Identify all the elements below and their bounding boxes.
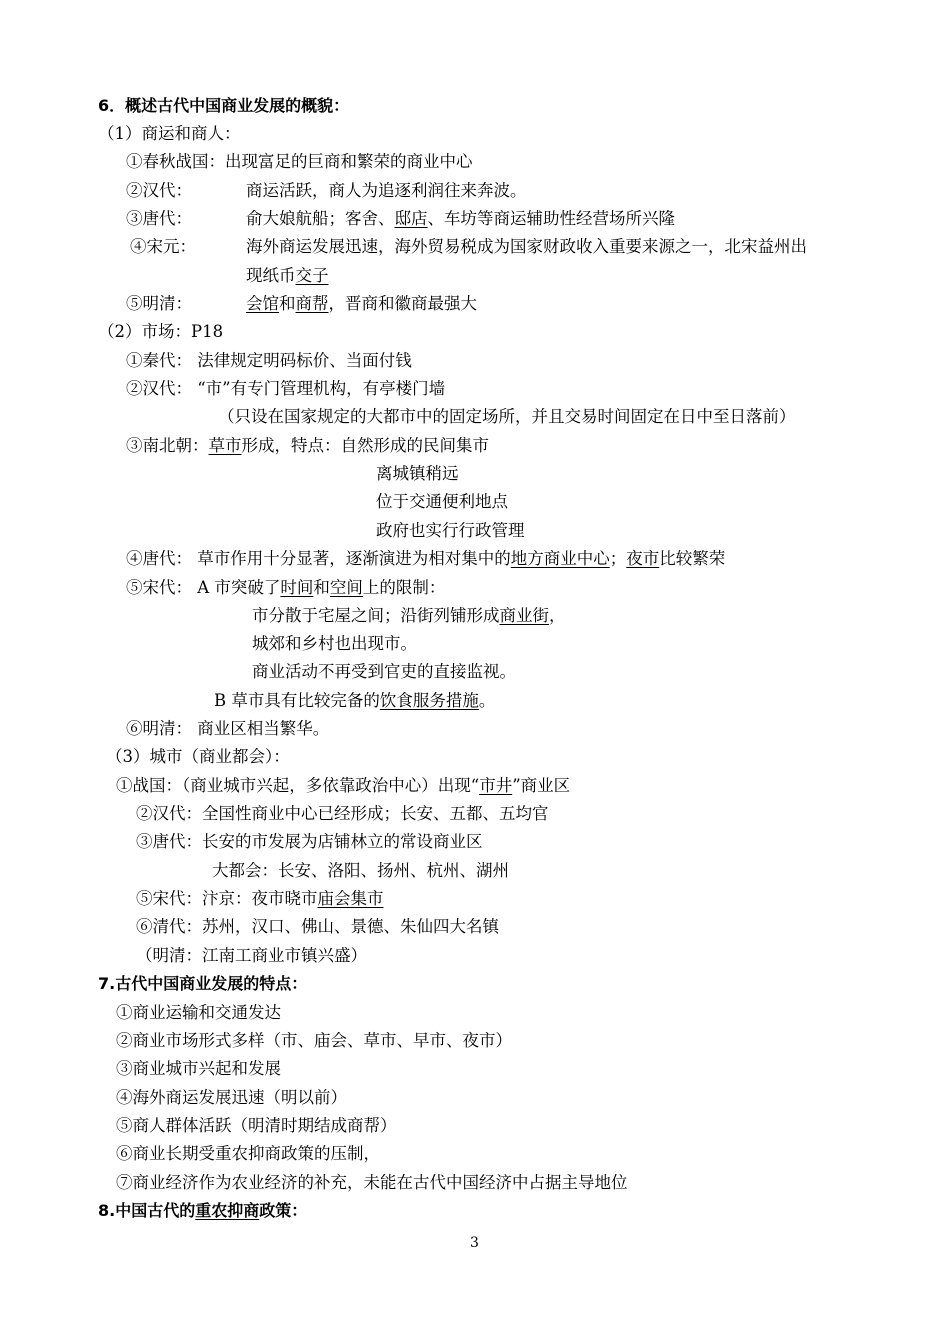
text-segment: 城郊和乡村也出现市。 (252, 634, 417, 653)
text-segment: ； (609, 549, 627, 568)
text-segment: ④海外商运发展迅速（明以前） (116, 1088, 347, 1107)
text-line (126, 151, 473, 173)
text-segment: 现纸币 (246, 266, 296, 285)
underlined-term: 交子 (295, 266, 329, 285)
text-segment: （1）商运和商人： (98, 124, 241, 143)
text-line (116, 775, 570, 797)
text-line (116, 1143, 380, 1165)
text-segment: 大都会：长安、洛阳、扬州、杭州、湖州 (212, 861, 509, 880)
text-segment: ⑥商业长期受重农抑商政策的压制， (116, 1144, 380, 1163)
text-segment: 政策： (259, 1201, 308, 1220)
text-segment: ， (549, 606, 566, 625)
text-segment: B 草市具有比较完备的 (214, 691, 380, 710)
text-line (116, 1002, 281, 1024)
text-line (126, 718, 329, 740)
text-line (136, 916, 499, 938)
text-segment: ②汉代： “市”有专门管理机构，有亭楼门墙 (126, 379, 446, 398)
section-heading (98, 95, 349, 117)
underlined-term: 会馆 (246, 294, 279, 313)
text-segment: 7.古代中国商业发展的特点： (98, 974, 308, 993)
page-number: 3 (470, 1235, 479, 1251)
text-segment: 商运活跃，商人为追逐利润往来奔波。 (246, 181, 527, 200)
text-segment: ⑤宋代：汴京：夜市晓市 (136, 889, 318, 908)
text-line (376, 491, 508, 513)
text-segment: 海外商运发展迅速，海外贸易税成为国家财政收入重要来源之一，北宋益州出 (246, 237, 807, 256)
text-line (252, 661, 516, 683)
text-line (212, 860, 509, 882)
underlined-term: 商业街 (499, 606, 549, 625)
text-line (126, 180, 192, 202)
text-line (116, 1172, 628, 1194)
text-line (246, 293, 477, 315)
text-line (126, 293, 192, 315)
section-heading (98, 1200, 307, 1222)
section-heading (98, 973, 307, 995)
text-line (116, 1058, 281, 1080)
text-segment: （只设在国家规定的大都市中的固定场所，并且交易时间固定在日中至日落前） (218, 407, 796, 426)
underlined-term: 邸店 (394, 209, 428, 228)
text-segment: （明清：江南工商业市镇兴盛） (136, 946, 367, 965)
text-segment: 位于交通便利地点 (376, 492, 508, 511)
text-line (136, 945, 367, 967)
text-segment: ⑦商业经济作为农业经济的补充，未能在古代中国经济中占据主导地位 (116, 1173, 628, 1192)
text-line (126, 435, 489, 457)
underlined-term: 空间 (329, 578, 363, 597)
underlined-term: 夜市 (626, 549, 660, 568)
text-line (376, 463, 459, 485)
text-segment: ②汉代： (126, 181, 192, 200)
text-segment: ⑥明清： 商业区相当繁华。 (126, 719, 330, 738)
text-segment: ⑤商人群体活跃（明清时期结成商帮） (116, 1116, 397, 1135)
text-segment: ①战国：（商业城市兴起，多依靠政治中心）出现“ (116, 776, 480, 795)
text-segment: 和 (313, 578, 330, 597)
text-line (252, 633, 417, 655)
underlined-term: 饮食服务措施 (379, 691, 479, 710)
text-line (126, 208, 192, 230)
text-line (252, 605, 566, 627)
text-line (106, 746, 290, 768)
underlined-term: 市井 (479, 776, 513, 795)
text-segment: ④宋元： (130, 237, 196, 256)
text-line (116, 1115, 397, 1137)
text-line (136, 831, 483, 853)
text-segment: ⑤宋代： A 市突破了 (126, 578, 281, 597)
text-line (246, 236, 807, 258)
text-segment: 形成，特点：自然形成的民间集市 (241, 436, 489, 455)
text-segment: （2）市场：P18 (98, 322, 224, 341)
text-line (126, 378, 445, 400)
text-line (246, 208, 675, 230)
underlined-term: 时间 (280, 578, 314, 597)
text-line (136, 888, 384, 910)
text-line (130, 236, 196, 258)
text-segment: ①春秋战国：出现富足的巨商和繁荣的商业中心 (126, 152, 473, 171)
text-segment: 比较繁荣 (659, 549, 726, 568)
text-line (218, 406, 796, 428)
text-segment: 政府也实行行政管理 (376, 521, 525, 540)
underlined-term: 庙会集市 (317, 889, 384, 908)
text-segment: ③唐代：长安的市发展为店铺林立的常设商业区 (136, 832, 483, 851)
text-segment: ⑤明清： (126, 294, 192, 313)
text-segment: ，晋商和徽商最强大 (328, 294, 477, 313)
text-segment: 离城镇稍远 (376, 464, 459, 483)
text-segment: 市分散于宅屋之间；沿街列铺形成 (252, 606, 500, 625)
text-segment: ③南北朝： (126, 436, 209, 455)
text-line (116, 1087, 347, 1109)
text-segment: ④唐代： 草市作用十分显著，逐渐演进为相对集中的 (126, 549, 511, 568)
text-segment: 。 (478, 691, 496, 710)
text-line (214, 690, 495, 712)
text-segment: （3）城市（商业都会）： (106, 747, 290, 766)
text-segment: 8.中国古代的 (98, 1201, 196, 1220)
text-line (136, 803, 549, 825)
text-line (126, 548, 725, 570)
text-segment: 商业活动不再受到官吏的直接监视。 (252, 662, 516, 681)
text-segment: 、车坊等商运辅助性经营场所兴隆 (427, 209, 675, 228)
text-segment: 6．概述古代中国商业发展的概貌： (98, 96, 350, 115)
text-segment: ”商业区 (512, 776, 571, 795)
text-segment: 和 (279, 294, 296, 313)
underlined-term: 草市 (208, 436, 242, 455)
text-segment: ⑥清代：苏州，汉口、佛山、景德、朱仙四大名镇 (136, 917, 499, 936)
text-segment: ②商业市场形式多样（市、庙会、草市、早市、夜市） (116, 1031, 512, 1050)
text-segment: ①秦代： 法律规定明码标价、当面付钱 (126, 351, 412, 370)
text-line (126, 350, 412, 372)
text-segment: ②汉代：全国性商业中心已经形成；长安、五都、五均官 (136, 804, 549, 823)
text-segment: ③唐代： (126, 209, 192, 228)
text-line (246, 180, 527, 202)
underlined-term: 商帮 (295, 294, 329, 313)
text-line (246, 265, 329, 287)
underlined-term: 地方商业中心 (510, 549, 610, 568)
text-line (98, 321, 223, 343)
underlined-term: 重农抑商 (195, 1201, 260, 1220)
text-segment: 俞大娘航船；客舍、 (246, 209, 395, 228)
text-line (376, 520, 525, 542)
text-segment: 上的限制： (362, 578, 446, 597)
text-segment: ①商业运输和交通发达 (116, 1003, 281, 1022)
text-segment: ③商业城市兴起和发展 (116, 1059, 281, 1078)
text-line (116, 1030, 512, 1052)
text-line (126, 577, 445, 599)
text-line (98, 123, 241, 145)
